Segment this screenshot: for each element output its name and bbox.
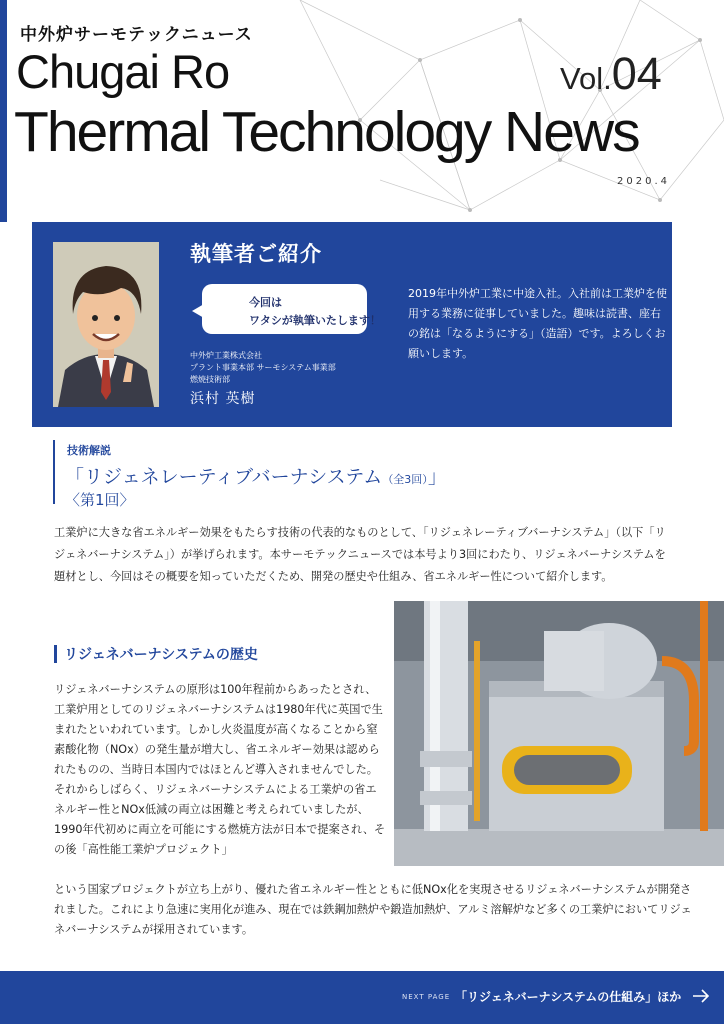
article-title-close: 」 (427, 466, 447, 488)
author-intro-panel (32, 222, 672, 427)
author-heading: 執筆者ご紹介 (190, 242, 322, 266)
affiliation-division: プラント事業本部 サーモシステム事業部 (190, 363, 336, 372)
section-heading (54, 644, 258, 664)
history-paragraph-part1: リジェネバーナシステムの原形は100年程前からあったとされ、工業炉用としてのリジェネバーナシステムは1980年代に英国で生まれたといわれています。しかし火炎温度が高くなることから窒素酸化物（NOx）の発生量が増大し、省エネルギー効果は認められたものの、当時日本国内ではほとんど導入されませんでした。それからしばらく、リジェネバーナシステムによる工業炉の省エネルギー性とNOx低減の両立は困難と考えられていましたが、1990年代初めに両立を可能にする燃焼方法が日本で提案され、その後「高性能工業炉プロジェクト」 (54, 683, 386, 856)
masthead-title-line2: Thermal Technology News (14, 100, 639, 164)
affiliation-department: 燃焼技術部 (190, 375, 230, 384)
next-page-label: NEXT PAGE (402, 993, 451, 1001)
masthead-title-line1: Chugai Ro (16, 45, 230, 98)
speech-bubble (202, 284, 381, 334)
article-category-tag: 技術解説 (67, 444, 111, 457)
history-paragraph-part2: という国家プロジェクトが立ち上がり、優れた省エネルギー性とともに低NOx化を実現させるリジェネバーナシステムが開発されました。これにより急速に実用化が進み、現在では鉄鋼加熱炉や鍛造加熱炉、アルミ溶解炉など多くの工業炉においてリジェネバーナシステムが採用されています。 (54, 883, 692, 936)
article-part-label: 〈第1回〉 (65, 491, 135, 509)
author-bio: 2019年中外炉工業に中途入社。入社前は工業炉を使用する業務に従事していました。趣味は読書、座右の銘は「なるようにする」（造語）です。よろしくお願いします。 (408, 287, 667, 360)
arrow-right-icon[interactable] (692, 988, 710, 1007)
author-portrait (53, 242, 159, 407)
volume-prefix: Vol. (560, 61, 612, 96)
newsletter-subtitle: 中外炉サーモテックニュース (20, 25, 253, 45)
author-affiliation (190, 350, 336, 386)
issue-date: 2020.4 (617, 176, 670, 187)
next-page-link[interactable]: 「リジェネバーナシステムの仕組み」ほか (455, 990, 682, 1004)
section-heading-text: リジェネバーナシステムの歴史 (64, 647, 258, 663)
volume-label (560, 48, 662, 100)
article-title (65, 462, 447, 489)
affiliation-company: 中外炉工業株式会社 (190, 351, 262, 360)
article-title-main: 「リジェネレーティブバーナシステム (65, 466, 383, 488)
speech-bubble-line2: ワタシが執筆いたします！ (249, 314, 381, 327)
burner-system-photo (394, 601, 724, 866)
volume-number: 04 (611, 48, 662, 99)
article-intro: 工業炉に大きな省エネルギー効果をもたらす技術の代表的なものとして、「リジェネレーティブバーナシステム」（以下「リジェネバーナシステム」）が挙げられます。本サーモテックニュースでは本号より3回にわたり、リジェネバーナシステムを題材とし、今回はその概要を知っていただくため、開発の歴史や仕組み、省エネルギー性について紹介します。 (54, 526, 666, 583)
author-name: 浜村 英樹 (190, 391, 256, 407)
article-heading-rule (53, 440, 55, 504)
speech-bubble-line1: 今回は (249, 296, 282, 309)
article-title-series-count: （全3回） (382, 473, 428, 486)
